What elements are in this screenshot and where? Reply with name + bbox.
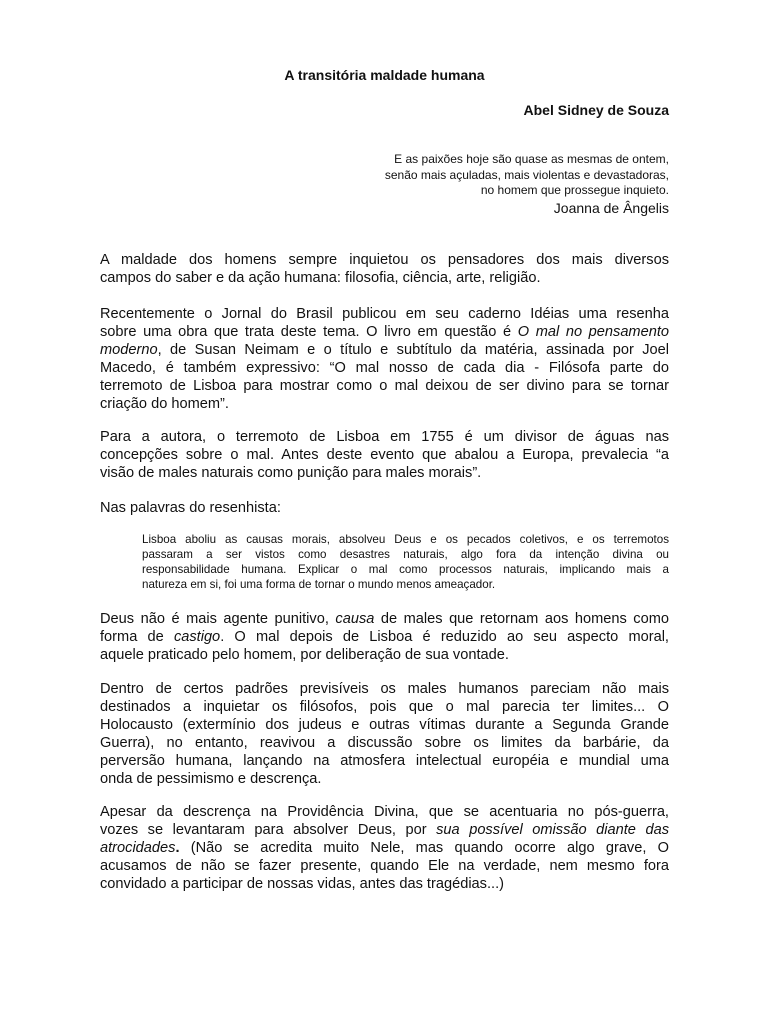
paragraph-line	[100, 323, 669, 341]
paragraph-line: visão de males naturais como punição para males morais”.	[100, 465, 482, 481]
paragraph-line: aquele praticado pelo homem, por deliberação de sua vontade.	[100, 647, 509, 663]
paragraph-line	[100, 341, 669, 359]
quote-line: passaram a ser vistos como desastres naturais, algo fora da intenção divina ou	[142, 548, 669, 561]
paragraph-line	[100, 628, 669, 646]
italic-word: causa	[335, 611, 375, 627]
text-span: . O mal depois de Lisboa é reduzido ao seu aspecto moral,	[220, 629, 669, 645]
italic-phrase: atrocidades	[100, 840, 176, 856]
paragraph-line: Macedo, é também expressivo: “O mal nosso de cada dia - Filósofa parte do	[100, 360, 669, 376]
paragraph-line: Recentemente o Jornal do Brasil publicou em seu caderno Idéias uma resenha	[100, 306, 669, 322]
epigraph	[385, 152, 669, 217]
block-quote	[142, 532, 669, 592]
text-span: (Não se acredita muito Nele, mas quando ocorre algo grave, O	[179, 840, 669, 856]
document-title: A transitória maldade humana	[284, 67, 485, 83]
quote-line: Lisboa aboliu as causas morais, absolveu Deus e os pecados coletivos, e os terremotos	[142, 533, 669, 546]
paragraph-line: acusamos de não se fazer presente, quando Ele na verdade, nem mesmo fora	[100, 858, 669, 874]
text-span: vozes se levantaram para absolver Deus, por	[100, 822, 437, 838]
quote-line: natureza em si, foi uma forma de tornar o mundo menos ameaçador.	[142, 578, 496, 591]
paragraph-line: Holocausto (extermínio dos judeus e outras vítimas durante a Segunda Grande	[100, 717, 669, 733]
book-title-italic: moderno	[100, 342, 158, 358]
italic-word: castigo	[173, 629, 221, 645]
paragraph-line: concepções sobre o mal. Antes deste evento que abalou a Europa, prevalecia “a	[100, 447, 669, 463]
text-span: sobre uma obra que trata deste tema. O livro em questão é	[100, 324, 518, 340]
epigraph-line: E as paixões hoje são quase as mesmas de ontem,	[394, 152, 669, 166]
paragraph-line: A maldade dos homens sempre inquietou os pensadores dos mais diversos	[100, 252, 669, 268]
text-span: forma de	[100, 629, 174, 645]
book-title-italic: O mal no pensamento	[517, 324, 669, 340]
paragraph-line: Guerra), no entanto, reavivou a discussão sobre os limites da barbárie, da	[100, 735, 669, 751]
paragraph-line	[100, 839, 669, 857]
paragraph-line: Nas palavras do resenhista:	[100, 500, 281, 516]
document-author: Abel Sidney de Souza	[523, 102, 669, 118]
text-span: de males que retornam aos homens como	[374, 611, 669, 627]
text-span: Deus não é mais agente punitivo,	[100, 611, 336, 627]
epigraph-line: no homem que prossegue inquieto.	[480, 183, 669, 197]
epigraph-source: Joanna de Ângelis	[553, 199, 669, 216]
paragraph-line: terremoto de Lisboa para mostrar como o mal deixou de ser divino para se tornar	[100, 378, 669, 394]
italic-phrase: sua possível omissão diante das	[436, 822, 669, 838]
paragraph-4	[100, 499, 669, 517]
paragraph-2	[100, 305, 669, 413]
bold-period: .	[175, 840, 180, 856]
paragraph-5	[100, 610, 669, 664]
paragraph-1	[100, 251, 669, 287]
paragraph-line: campos do saber e da ação humana: filosofia, ciência, arte, religião.	[100, 270, 541, 286]
paragraph-line: perversão humana, lançando na atmosfera intelectual européia e mundial uma	[100, 753, 669, 769]
text-span: , de Susan Neimam e o título e subtítulo da matéria, assinada por Joel	[157, 342, 669, 358]
paragraph-6	[100, 680, 669, 788]
paragraph-line	[100, 610, 669, 628]
paragraph-line: onda de pessimismo e descrença.	[100, 771, 322, 787]
epigraph-line: senão mais açuladas, mais violentas e devastadoras,	[384, 167, 669, 182]
paragraph-3	[100, 428, 669, 482]
paragraph-line: Dentro de certos padrões previsíveis os males humanos pareciam não mais	[100, 681, 669, 697]
paragraph-7	[100, 803, 669, 893]
paragraph-line: criação do homem”.	[100, 396, 229, 412]
quote-line: responsabilidade humana. Explicar o mal como processos naturais, implicando mais a	[142, 563, 669, 576]
paragraph-line	[100, 821, 669, 839]
paragraph-line: destinados a inquietar os filósofos, pois que o mal parecia ter limites... O	[100, 699, 669, 715]
paragraph-line: Para a autora, o terremoto de Lisboa em 1755 é um divisor de águas nas	[100, 429, 669, 445]
paragraph-line: convidado a participar de nossas vidas, antes das tragédias...)	[100, 876, 504, 892]
paragraph-line: Apesar da descrença na Providência Divina, que se acentuaria no pós-guerra,	[100, 804, 669, 820]
